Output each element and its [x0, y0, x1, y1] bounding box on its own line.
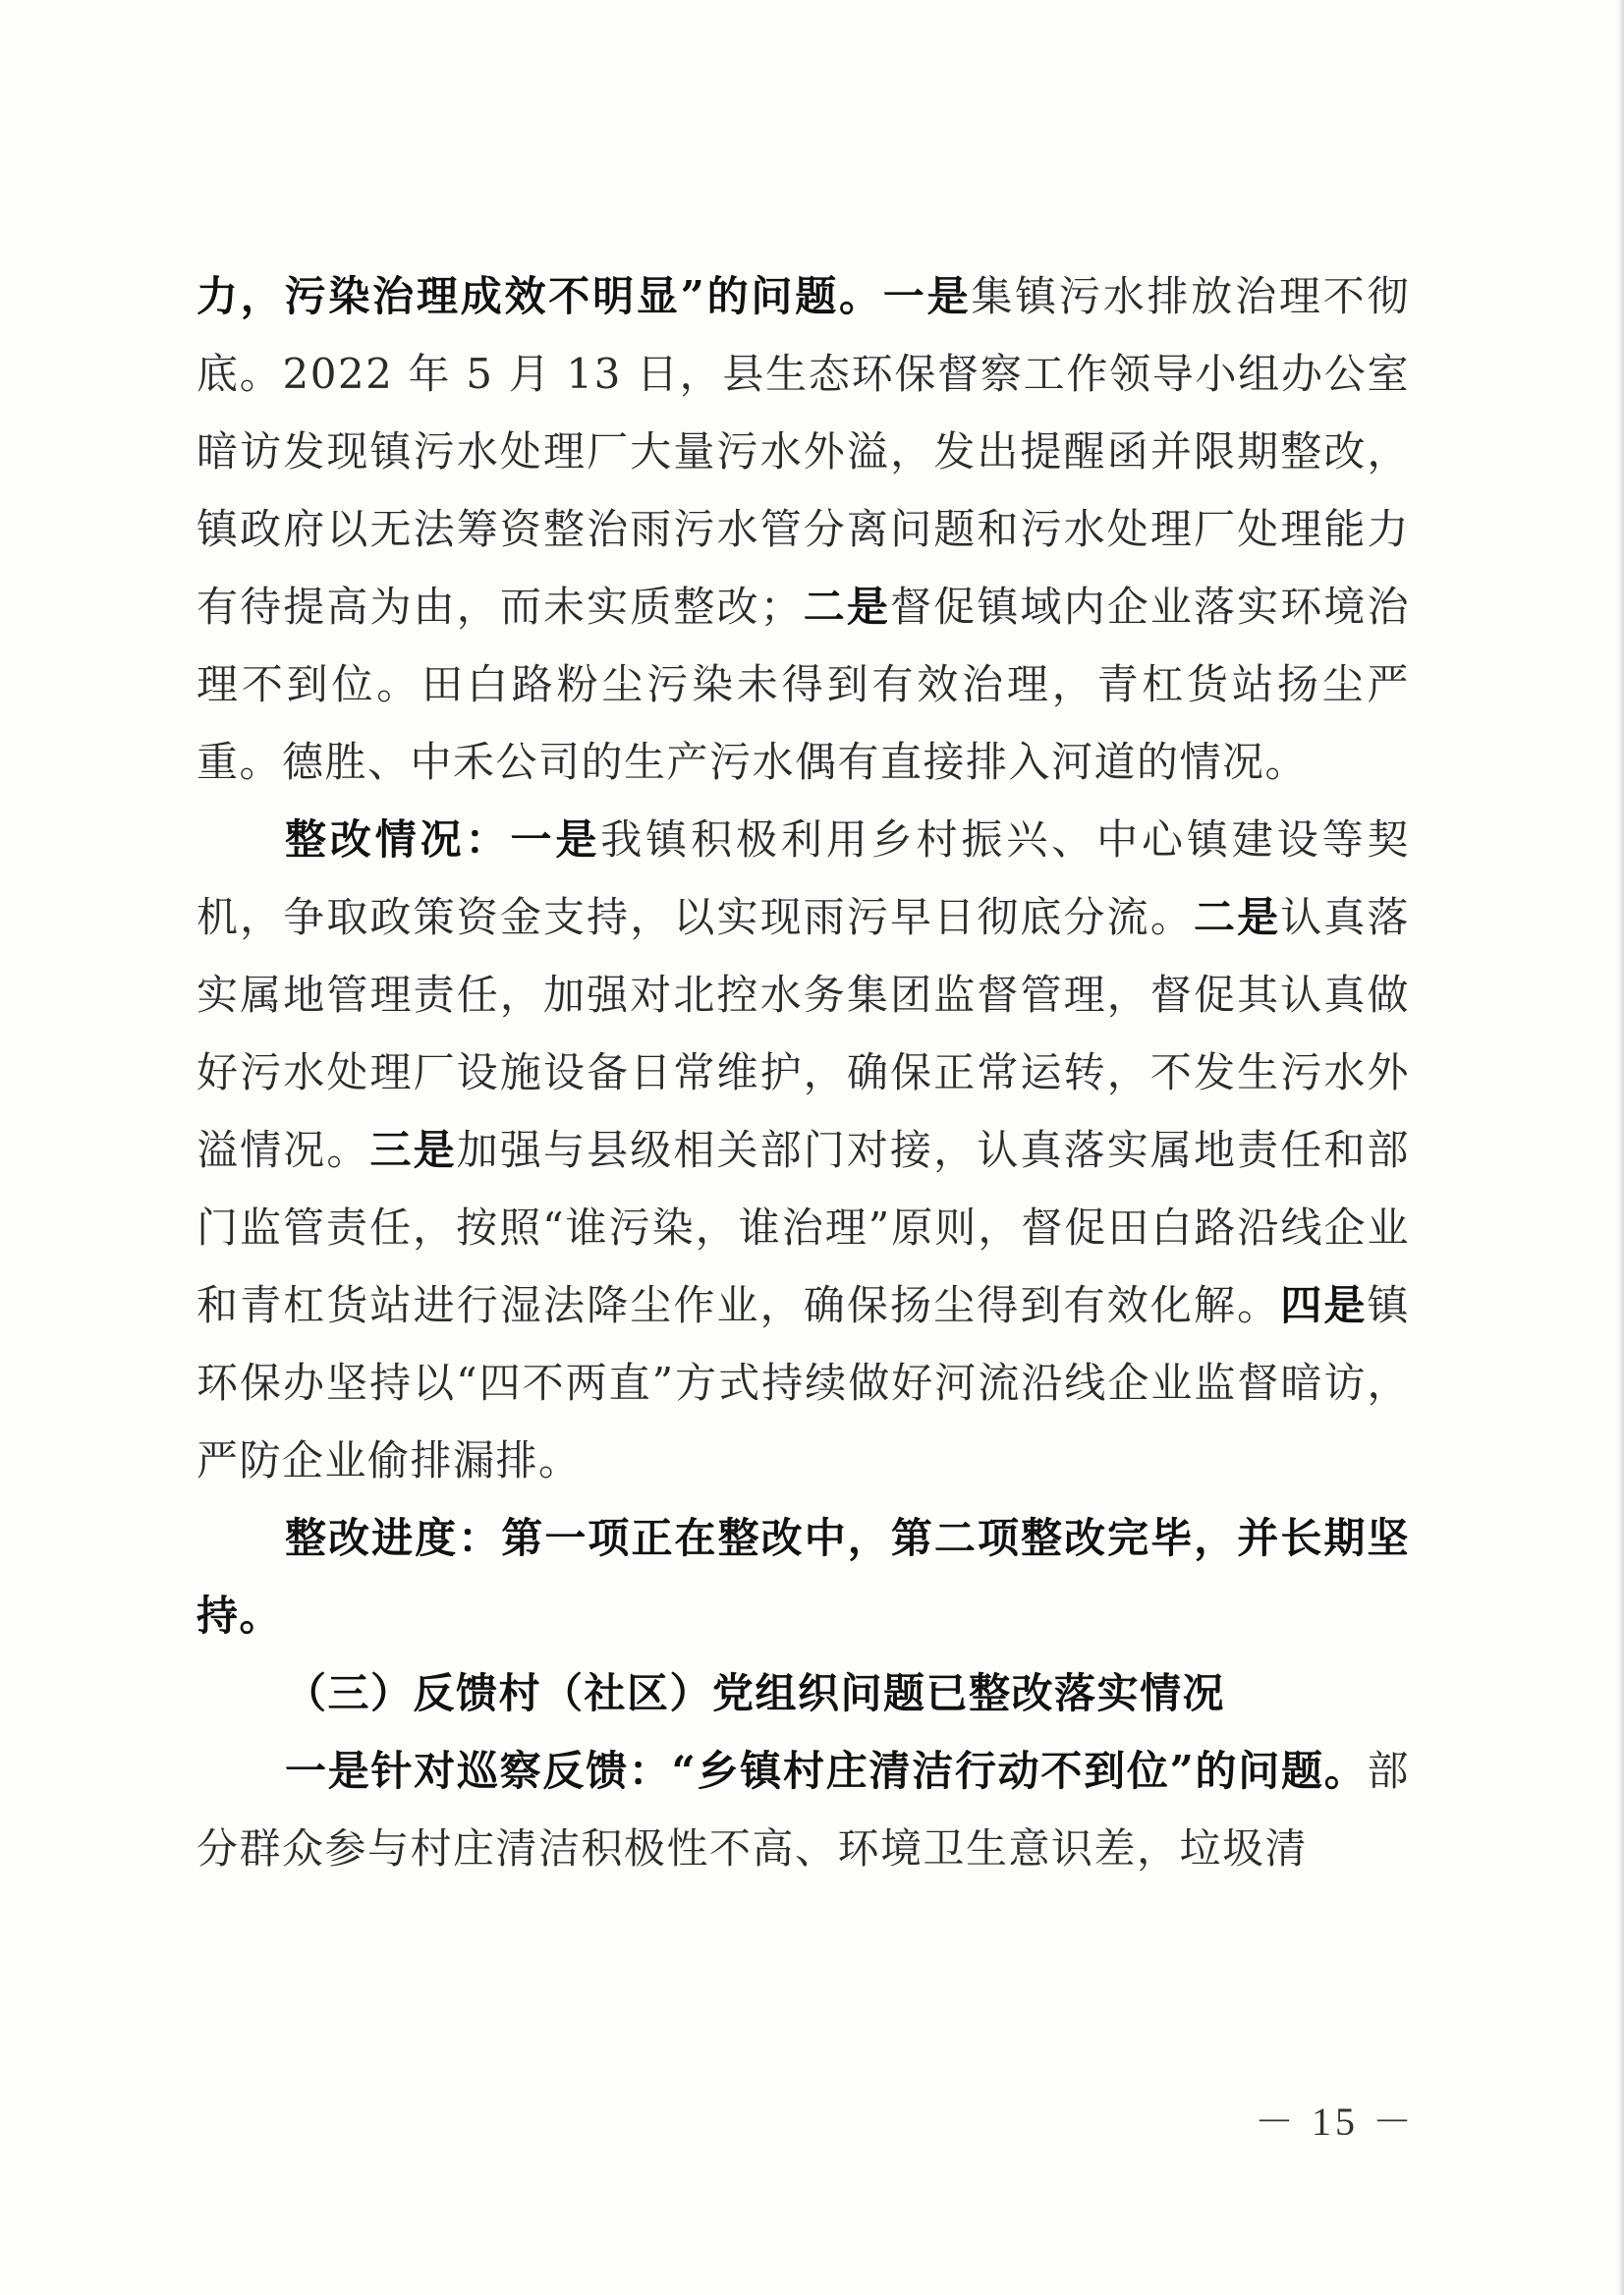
paragraph-4 [196, 1654, 1410, 1732]
paragraph-2-run-2: 一是 [510, 815, 601, 864]
paragraph-4-run-1: （三）反馈村（社区）党组织问题已整改落实情况 [285, 1669, 1226, 1717]
paragraph-1 [196, 257, 1410, 801]
paragraph-1-run-1: 力，污染治理成效不明显”的问题。 [196, 272, 883, 320]
paragraph-3-run-1: 整改进度：第一项正在整改中，第二项整改完毕，并长期坚持。 [196, 1514, 1410, 1640]
paragraph-2-run-7: 加强与县级相关部门对接，认真落实属地责任和部门监管责任，按照“谁污染，谁治理”原则，督促田白路沿线企业和青杠货站进行湿法降尘作业，确保扬尘得到有效化解。 [196, 1126, 1410, 1329]
paragraph-3 [196, 1499, 1410, 1654]
document-body [196, 257, 1410, 1887]
page-number: － 15 － [1255, 2099, 1416, 2144]
paragraph-2-run-5: 认真落实属地管理责任，加强对北控水务集团监督管理，督促其认真做好污水处理厂设施设备日常维护，确保正常运转，不发生污水外溢情况。 [196, 893, 1410, 1174]
paragraph-2-run-9: 镇环保办坚持以“四不两直”方式持续做好河流沿线企业监督暗访，严防企业偷排漏排。 [196, 1281, 1410, 1484]
paragraph-5 [196, 1732, 1410, 1887]
paragraph-2 [196, 801, 1410, 1499]
paragraph-2-run-8: 四是 [1280, 1281, 1368, 1329]
paragraph-5-run-2: 部分群众参与村庄清洁积极性不高、环境卫生意识差，垃圾清 [196, 1747, 1410, 1873]
paragraph-1-run-3: 集镇污水排放治理不彻底。2022 年 5 月 13 日，县生态环保督察工作领导小组办公室暗访发现镇污水处理厂大量污水外溢，发出提醒函并限期整改，镇政府以无法筹资整治雨污水管分离问题和污水处理厂处理能力有待提高为由，而未实质整改； [196, 272, 1410, 631]
paragraph-1-run-2: 一是 [882, 272, 972, 320]
paragraph-2-run-6: 三是 [369, 1126, 457, 1174]
paragraph-2-run-3: 我镇积极利用乡村振兴、中心镇建设等契机，争取政策资金支持，以实现雨污早日彻底分流。 [196, 815, 1410, 941]
paragraph-1-run-5: 督促镇域内企业落实环境治理不到位。田白路粉尘污染未得到有效治理，青杠货站扬尘严重。德胜、中禾公司的生产污水偶有直接排入河道的情况。 [196, 583, 1410, 786]
paragraph-2-run-4: 二是 [1193, 893, 1281, 941]
paragraph-5-run-1: 一是针对巡察反馈：“乡镇村庄清洁行动不到位”的问题。 [285, 1747, 1368, 1795]
paragraph-2-run-1: 整改情况： [285, 815, 511, 864]
paragraph-1-run-4: 二是 [803, 583, 891, 631]
